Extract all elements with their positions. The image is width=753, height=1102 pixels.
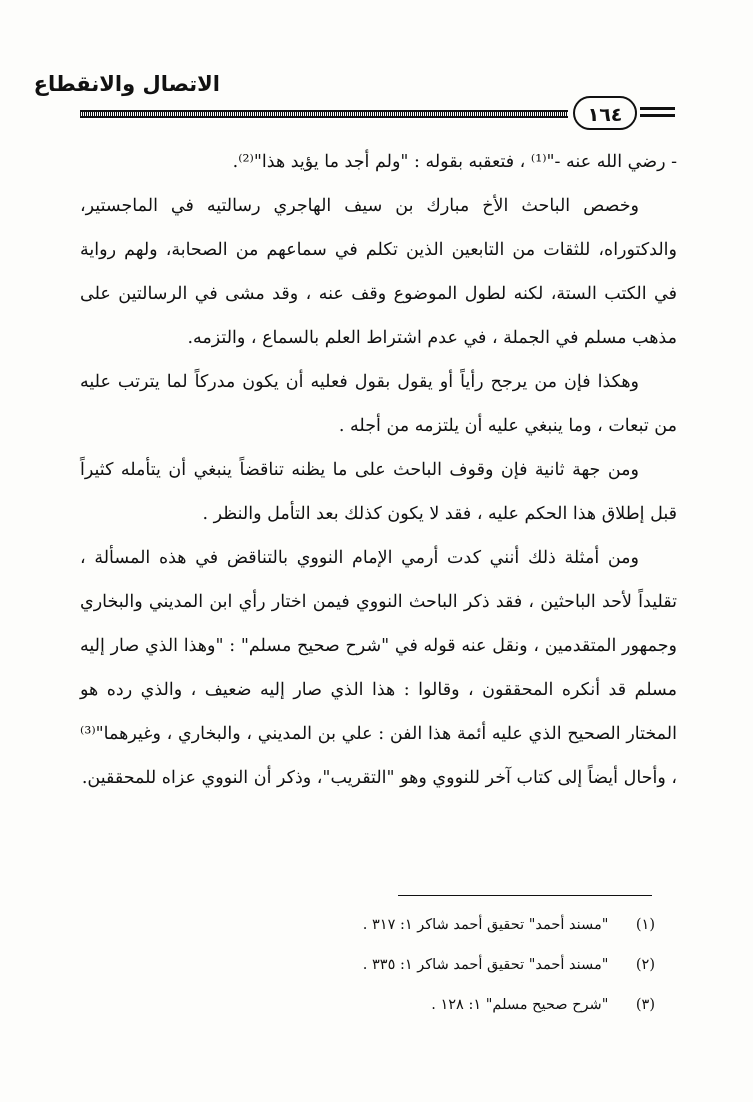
header-rule [80,110,568,118]
footnote [300,945,655,985]
page-number: ١٦٤ [573,96,637,130]
footnote-number: (١) [635,917,655,933]
main-text [80,140,677,800]
footnote-number: (٢) [635,957,655,973]
footnote [300,985,655,1025]
footnote-text: "شرح صحيح مسلم" ١: ١٢٨ . [431,997,609,1013]
footnotes [300,905,655,1025]
footnote [300,905,655,945]
footnote-separator [398,895,652,896]
paragraph: ومن جهة ثانية فإن وقوف الباحث على ما يظنه تناقضاً ينبغي أن يتأمله كثيراً قبل إطلاق هذا الحكم عليه ، فقد لا يكون كذلك بعد التأمل والنظر . [80,460,677,524]
paragraph: وخصص الباحث الأخ مبارك بن سيف الهاجري رسالتيه في الماجستير، والدكتوراه، للثقات من التابعين الذين تكلم في سماعهم من الصحابة، ولهم رواية في الكتب الستة، لكنه لطول الموضوع وقف عنه ، وقد مشى في الرسالتين على مذهب مسلم في الجملة ، في عدم اشتراط العلم بالسماع ، والتزمه. [80,196,677,348]
header-rule-right [640,107,675,117]
footnote-text: "مسند أحمد" تحقيق أحمد شاكر ١: ٣١٧ . [362,917,609,933]
paragraph: وهكذا فإن من يرجح رأياً أو يقول بقول فعليه أن يكون مدركاً لما يترتب عليه من تبعات ، وما ينبغي عليه أن يلتزمه من أجله . [80,372,677,436]
running-header-title: الاتصال والانقطاع [33,72,220,96]
paragraph: - رضي الله عنه -"⁽¹⁾ ، فتعقبه بقوله : "ولم أجد ما يؤيد هذا"⁽²⁾. [232,152,677,172]
footnote-text: "مسند أحمد" تحقيق أحمد شاكر ١: ٣٣٥ . [362,957,609,973]
paragraph: ومن أمثلة ذلك أنني كدت أرمي الإمام النووي بالتناقض في هذه المسألة ، تقليداً لأحد الباحثين ، فقد ذكر الباحث النووي فيمن اختار رأي ابن المديني والبخاري وجمهور المتقدمين ، ونقل عنه قوله في "شرح صحيح مسلم" : "وهذا الذي صار إليه مسلم قد أنكره المحققون ، وقالوا : هذا الذي صار إليه ضعيف ، والذي رده هو المختار الصحيح الذي عليه أئمة هذا الفن : علي بن المديني ، والبخاري ، وغيرهما"⁽³⁾ ، وأحال أيضاً إلى كتاب آخر للنووي وهو "التقريب"، وذكر أن النووي عزاه للمحققين. [80,548,677,788]
footnote-number: (٣) [635,997,655,1013]
